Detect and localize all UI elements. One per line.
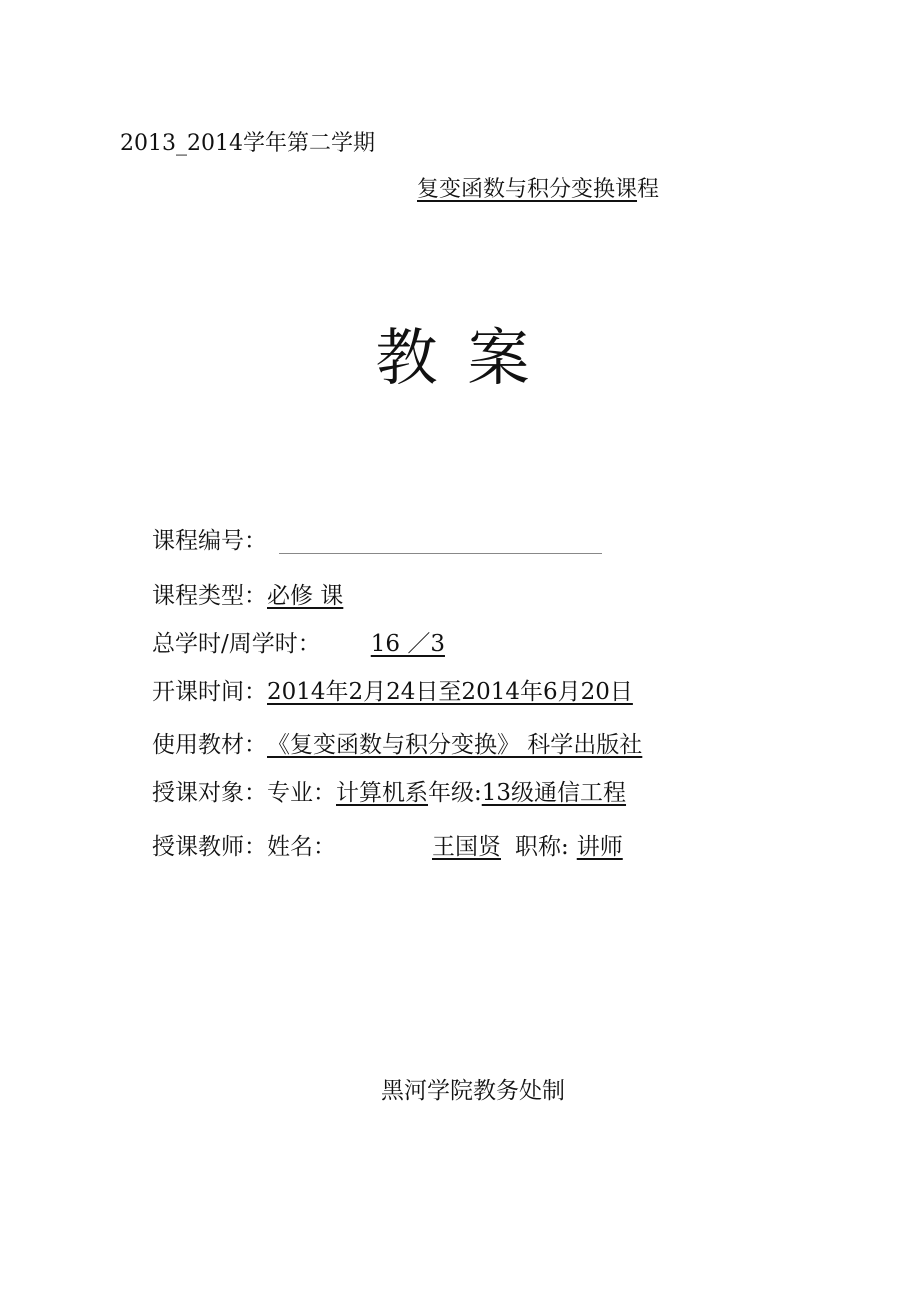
course-type-row: [152, 577, 343, 610]
teacher-row: [152, 828, 623, 861]
page-title: 教案: [375, 321, 560, 394]
teacher-title-label: 职称:: [515, 834, 569, 860]
textbook-value: 《复变函数与积分变换》 科学出版社: [267, 732, 643, 758]
course-type-value: 必修 课: [267, 583, 344, 609]
schedule-label: 开课时间：: [152, 679, 267, 705]
hours-row: [152, 625, 445, 658]
audience-row: [152, 774, 626, 807]
teacher-title: 讲师: [576, 834, 623, 860]
course-type-label: 课程类型：: [152, 583, 267, 609]
course-code-row: [152, 522, 602, 555]
audience-grade: 13级通信工程: [481, 780, 627, 806]
textbook-row: [152, 726, 642, 759]
hours-value: 16 ／3: [370, 631, 445, 657]
hours-label: 总学时/周学时：: [152, 631, 321, 657]
audience-label: 授课对象：专业：: [152, 780, 336, 806]
course-name-suffix: 程: [637, 177, 660, 202]
schedule-row: [152, 673, 633, 706]
audience-major: 计算机系: [336, 780, 428, 806]
textbook-label: 使用教材：: [152, 732, 267, 758]
course-name: [417, 172, 659, 203]
teacher-label: 授课教师：姓名：: [152, 834, 336, 860]
course-name-underlined: 复变函数与积分变换课: [417, 177, 638, 202]
teacher-name: 王国贤: [432, 834, 501, 860]
term-text: 2013_2014学年第二学期: [120, 131, 375, 156]
schedule-value: 2014年2月24日至2014年6月20日: [267, 679, 633, 705]
audience-grade-label: 年级:: [428, 780, 482, 806]
course-code-label: 课程编号：: [152, 528, 267, 554]
course-code-blank: [279, 552, 602, 554]
footer-text: 黑河学院教务处制: [381, 1078, 565, 1104]
